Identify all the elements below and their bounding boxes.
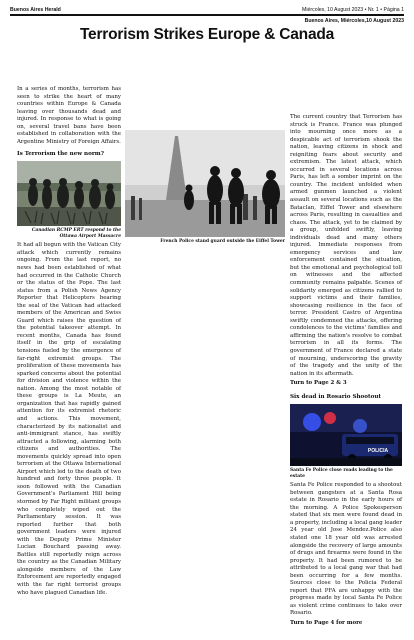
headline: Terrorism Strikes Europe & Canada [79, 26, 335, 43]
rosario-photo-caption: Santa Fe Police close roads leading to the estate [290, 468, 393, 479]
paris-police-image [125, 130, 285, 237]
continue-link-page-4[interactable]: Turn to Page 4 for more [290, 619, 363, 626]
canada-police-photo [17, 161, 121, 226]
publication-name: Buenos Aires Herald [10, 7, 61, 13]
france-article-body: The current country that Terrorism has struck is France. France was plunged into mourning once more as a despicable act of terrorism shook the nation, leaving citizens in shock and reigniting fears about security and extremism. The latest attack, which occurred in several locations across Paris, has left a somber imprint on the country. The incident unfolded when armed gunmen launched a violent assault on several locations such as the Bataclan, Eiffel Tower and elsewhere across Paris, resulting in casualties and chaos. The attack, yet to be claimed by a group, unfolded swiftly, leaving individuals dead and many others injured. Immediate responses from emergency services and law enforcement contained the situation, but the emotional and psychological toll on witnesses and the affected community remains palpable. Scenes of solidarity emerged as citizens rallied to support victims and their families, showcasing resilience in the face of terror. President Castro of Argentina swiftly condemned the attacks, offering condolences to the victims' families and affirming the nation's resolve to combat terrorism in all its forms. The government of France declared a state of mourning, underscoring the gravity of the tragedy and the unity of the nation in its aftermath. [290, 114, 402, 377]
canada-article-body: It had all begun with the Vatican City attack which currently remains ongoing. From the last report, no news had been established of what had occurred in the Catholic Church or the status of the Pope. The last status from a Polish News Agency Reporter that Helicopters bearing the seal of the Vatican had attacked members of the American and Swiss Guard which raises the question of the potential takeover attempt. In recent months, Canada has found itself in the grip of escalating tensions fueled by the emergence of far-right extremist groups. The proliferation of these movements has sparked concerns about the potential for division and violence within the nation. Among the most notable of these groups is La Meute, an organization that has rapidly gained attention for its extremist rhetoric and actions. This movement, characterized by its nationalist and anti-immigrant stance, has swiftly attracted a following, alarming both citizens and authorities. The movements quickly spread into open terrorism at the Ottawa International Airport which led to the death of two hundred and forty three people. It soon followed with the Canadian Government's Parliament Hill being stormed by Far Right militant groups who completely wiped out the Parliamentary session. It was reported further that both government leaders were injured with the Deputy Prime Minister Lucian Bouchard passing away. Battles still reportedly reign across the country as the Canadian Military alongside members of the Law Enforcement are reportedly engaged with the far right terrorist groups who have plagued Canadian life. [17, 242, 121, 596]
newspaper-page [0, 4, 414, 640]
rosario-police-photo [290, 404, 402, 466]
rosario-kicker: Six dead in Rosario Shootout [290, 394, 381, 401]
continue-link-page-2-3[interactable]: Turn to Page 2 & 3 [290, 380, 347, 387]
dateline: Miércoles, 10 August 2023 • Nr. 1 • Página 1 [302, 7, 404, 13]
canada-police-image [17, 161, 121, 226]
left-column [17, 86, 121, 597]
article-columns [17, 86, 402, 640]
paris-photo-caption: French Police stand guard outside the Eiffel Tower [160, 239, 285, 244]
intro-paragraph: In a series of months, terrorism has seen to strike the heart of many countries within Europe & Canada leaving over thousands dead and injured. In response to what is going on, several travel bans have been established in collaboration with the Argentine Ministry of Foreign Affairs. [17, 86, 121, 145]
middle-column [125, 130, 285, 248]
masthead [10, 4, 404, 16]
police-car-sign: POLICIA [367, 448, 389, 455]
right-column [290, 114, 402, 626]
subline: Buenos Aires, Miércoles,10 August 2023 [304, 18, 404, 24]
canada-photo-caption: Canadian RCMP ERT respond to the Ottawa Airport Massacre [31, 228, 121, 239]
section-kicker: Is Terrorism the new norm? [17, 151, 104, 158]
rosario-police-image [290, 404, 402, 466]
paris-police-photo [125, 130, 285, 237]
rosario-article-body: Santa Fe Police responded to a shootout between gangsters at a Santa Rosa estate in Rosario in the early hours of the morning. A Police Spokesperson stated that six men were found dead in a property, including a local gang leader 24 year old Jose Mendez.Police also stated one 18 year old was arrested alongside the recovery of large amounts of drugs and firearms were found in the property. It had been rumored to be attributed to a local gang war that had been occurring for a few months. Sources close to the Policia Federal report that PFA are unhappy with the progress made by local Santa Fe Police as violent crime continues to take over Rosario. [290, 482, 402, 617]
